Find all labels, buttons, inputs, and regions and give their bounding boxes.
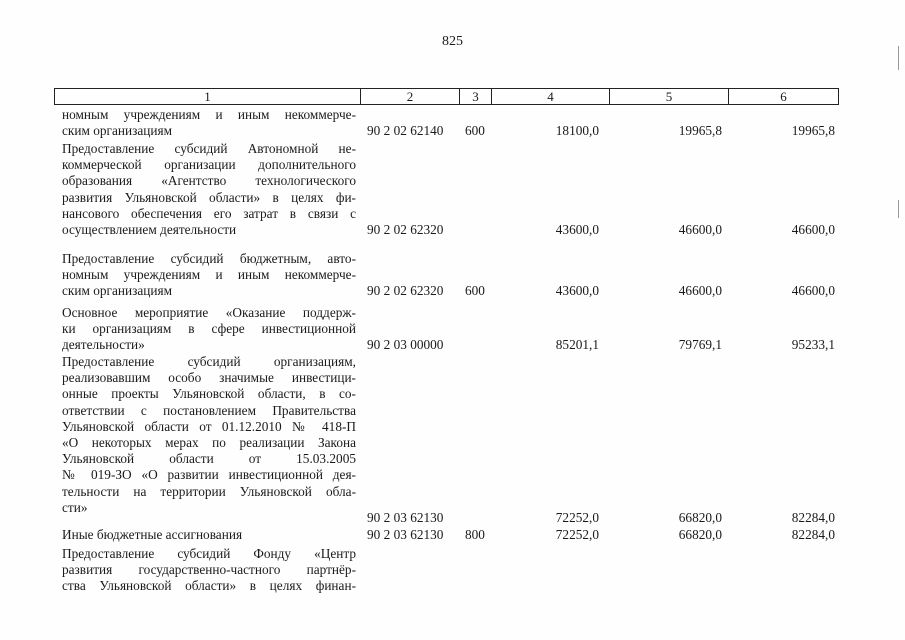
description-line: «О некоторых мерах по реализации Закона (62, 434, 356, 450)
row-col6: 82284,0 (791, 510, 835, 525)
description-line: Предоставление субсидий Автономной не- (62, 141, 356, 156)
description-line: ским организациям (62, 123, 173, 139)
row-col5: 19965,8 (678, 123, 722, 139)
row-code: 90 2 02 62320 (367, 283, 444, 299)
description-line: Предоставление субсидий бюджетным, авто- (62, 251, 356, 266)
description-line: ским организациям (62, 283, 173, 299)
row-description (62, 141, 356, 238)
row-code: 90 2 03 62130 (367, 510, 444, 525)
description-line: сти» (62, 499, 88, 515)
description-line: онные проекты Ульяновской области, в со- (62, 386, 356, 402)
description-line: номным учреждениям и иным некоммерче- (62, 107, 356, 122)
row-col5: 79769,1 (678, 337, 722, 353)
description-line: образования «Агентство технологического (62, 173, 356, 189)
description-line: Иные бюджетные ассигнования (62, 527, 243, 542)
row-col6: 95233,1 (791, 337, 835, 353)
header-col-5: 5 (609, 89, 728, 104)
scan-edge-mark (898, 200, 899, 218)
row-col6: 19965,8 (791, 123, 835, 139)
row-col5: 46600,0 (678, 283, 722, 299)
description-line: ки организациям в сфере инвестиционной (62, 321, 356, 337)
row-col6: 82284,0 (791, 527, 835, 542)
row-col4: 72252,0 (555, 510, 599, 525)
description-line: ства Ульяновской области» в целях финан- (62, 578, 356, 594)
table-header (54, 88, 839, 105)
description-line: нансового обеспечения его затрат в связи с (62, 205, 356, 221)
description-line: осуществлением деятельности (62, 221, 237, 237)
row-col6: 46600,0 (791, 222, 835, 237)
header-col-6: 6 (728, 89, 838, 104)
row-col4: 43600,0 (555, 222, 599, 237)
row-code: 90 2 03 00000 (367, 337, 444, 353)
description-line: коммерческой организации дополнительного (62, 157, 356, 173)
row-col4: 85201,1 (555, 337, 599, 353)
row-col6: 46600,0 (791, 283, 835, 299)
row-description (62, 305, 356, 354)
description-line: Ульяновской области от 15.03.2005 (62, 451, 356, 467)
row-type: 600 (465, 283, 485, 299)
row-col4: 72252,0 (555, 527, 599, 542)
description-line: № 019-ЗО «О развитии инвестиционной дея- (62, 467, 356, 483)
row-col5: 66820,0 (678, 527, 722, 542)
description-line: ответствии с постановлением Правительства (62, 402, 356, 418)
row-description (62, 251, 356, 300)
description-line: номным учреждениям и иным некоммерче- (62, 267, 356, 283)
header-col-1: 1 (204, 89, 211, 104)
description-line: Основное мероприятие «Оказание поддерж- (62, 305, 356, 320)
row-type: 800 (465, 527, 485, 542)
description-line: реализовавшим особо значимые инвестици- (62, 370, 356, 386)
row-col5: 46600,0 (678, 222, 722, 237)
description-line: тельности на территории Ульяновской обла- (62, 483, 356, 499)
page-number: 825 (442, 34, 463, 49)
description-line: развития государственно-частного партнёр- (62, 562, 356, 578)
description-line: развития Ульяновской области» в целях фи- (62, 189, 356, 205)
header-col-4: 4 (491, 89, 609, 104)
row-description (62, 527, 356, 543)
row-type: 600 (465, 123, 485, 139)
description-line: деятельности» (62, 337, 145, 353)
row-code: 90 2 03 62130 (367, 527, 444, 542)
row-code: 90 2 02 62320 (367, 222, 444, 237)
row-description (62, 354, 356, 516)
header-col-3: 3 (459, 89, 491, 104)
description-line: Ульяновской области от 01.12.2010 № 418-П (62, 418, 356, 434)
scan-edge-mark (898, 46, 899, 70)
row-col4: 43600,0 (555, 283, 599, 299)
row-col5: 66820,0 (678, 510, 722, 525)
header-col-2: 2 (360, 89, 459, 104)
description-line: Предоставление субсидий организациям, (62, 354, 356, 369)
row-col4: 18100,0 (555, 123, 599, 139)
description-line: Предоставление субсидий Фонду «Центр (62, 546, 356, 561)
row-description (62, 546, 356, 595)
row-code: 90 2 02 62140 (367, 123, 444, 139)
row-description (62, 107, 356, 139)
